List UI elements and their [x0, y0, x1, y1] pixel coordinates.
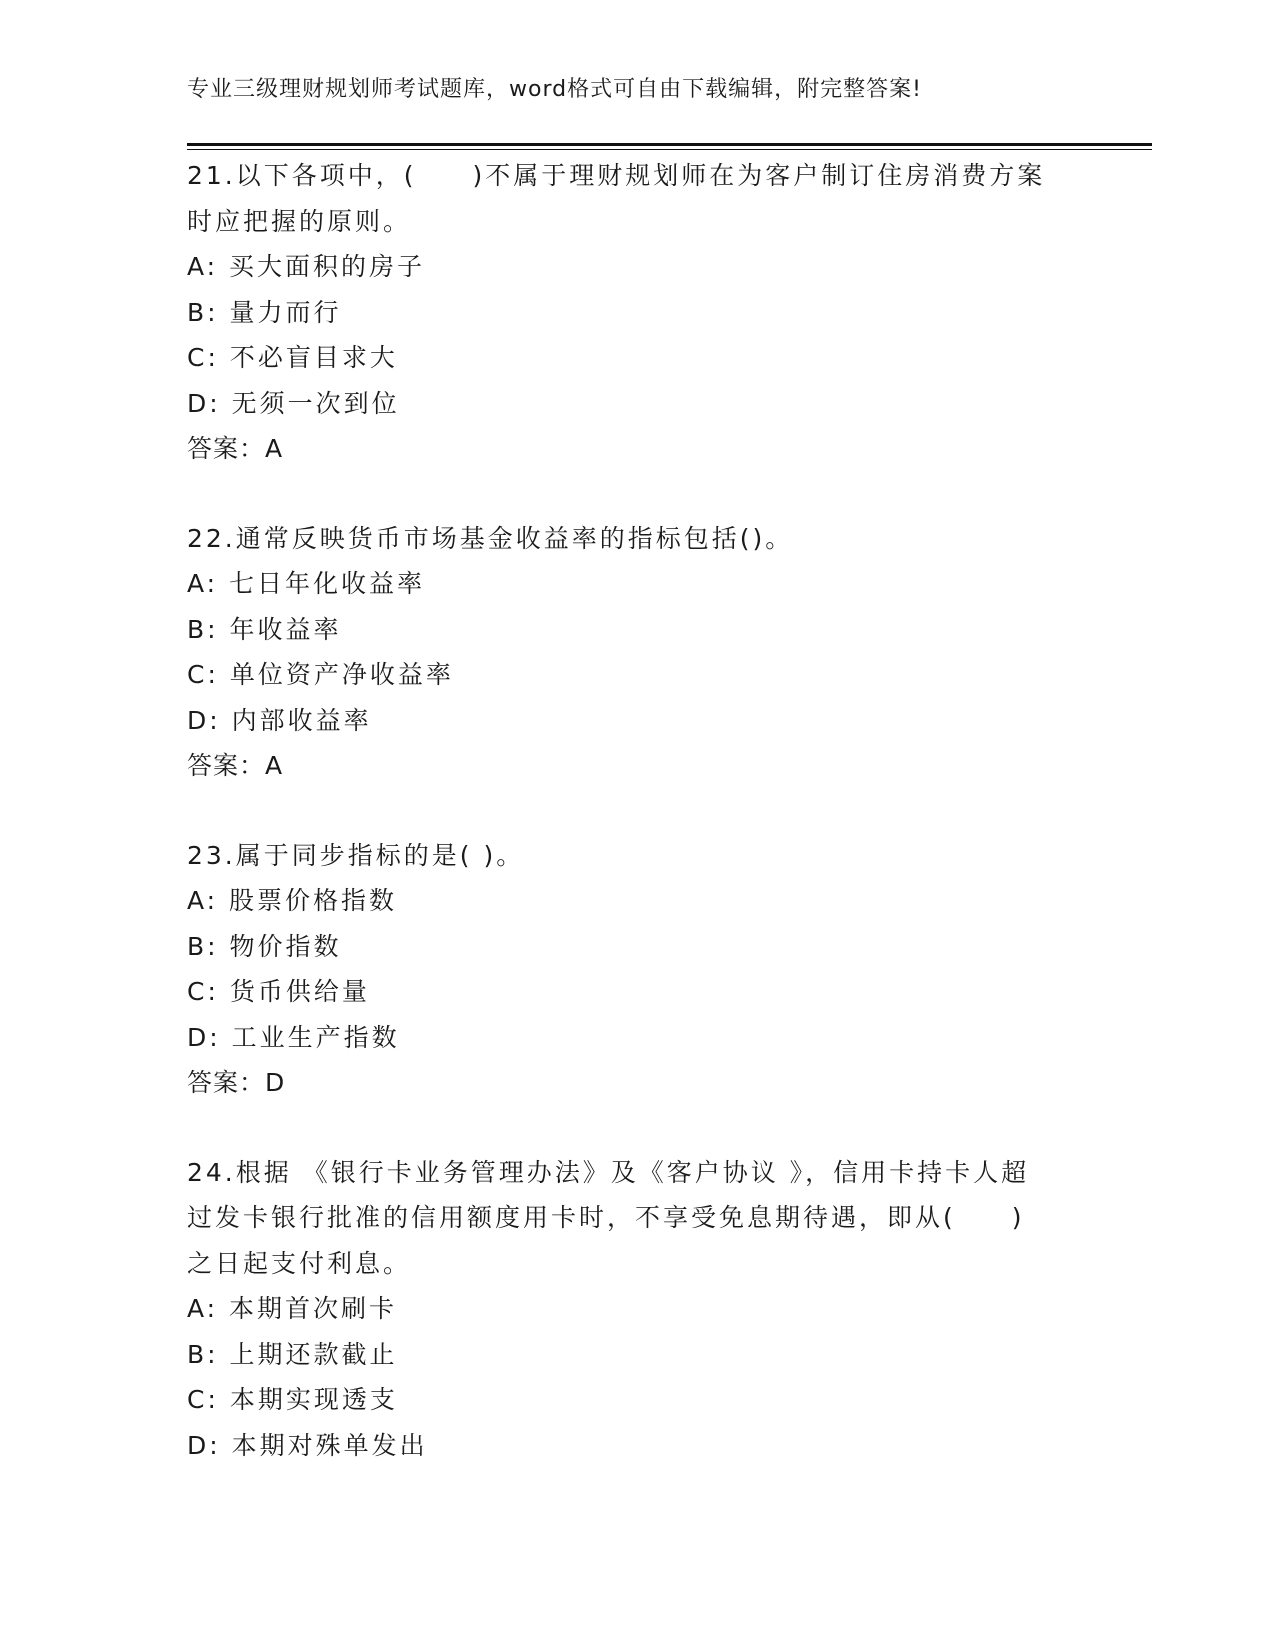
- option-c: C: 不必盲目求大: [187, 343, 398, 372]
- option-c: C: 货币供给量: [187, 977, 370, 1006]
- document-header: 专业三级理财规划师考试题库，word格式可自由下载编辑，附完整答案!: [187, 77, 922, 102]
- question-24: [187, 1150, 1087, 1469]
- question-stem: 之日起支付利息。: [187, 1248, 412, 1278]
- option-c: C: 本期实现透支: [187, 1385, 398, 1414]
- question-23: [187, 833, 1087, 1106]
- question-stem: 21.以下各项中，( )不属于理财规划师在为客户制订住房消费方案: [187, 161, 1046, 190]
- option-d: D: 无须一次到位: [187, 388, 400, 418]
- option-a: A: 本期首次刷卡: [187, 1294, 398, 1323]
- question-stem: 22.通常反映货币市场基金收益率的指标包括()。: [187, 523, 794, 553]
- option-a: A: 买大面积的房子: [187, 252, 426, 281]
- answer-line: 答案：A: [187, 434, 284, 463]
- question-list: [187, 153, 1087, 1512]
- option-c: C: 单位资产净收益率: [187, 660, 454, 689]
- option-d: D: 工业生产指数: [187, 1022, 400, 1052]
- option-b: B: 物价指数: [187, 931, 342, 961]
- header-rule-thin: [187, 149, 1152, 150]
- option-b: B: 年收益率: [187, 614, 342, 644]
- option-a: A: 股票价格指数: [187, 886, 398, 915]
- option-d: D: 内部收益率: [187, 705, 372, 735]
- option-b: B: 上期还款截止: [187, 1339, 398, 1369]
- question-stem: 24.根据 《银行卡业务管理办法》及《客户协议 》，信用卡持卡人超: [187, 1157, 1030, 1187]
- question-stem: 23.属于同步指标的是( )。: [187, 840, 525, 870]
- option-d: D: 本期对殊单发出: [187, 1430, 428, 1460]
- option-b: B: 量力而行: [187, 297, 342, 327]
- question-21: [187, 153, 1087, 472]
- question-stem: 时应把握的原则。: [187, 206, 412, 236]
- answer-line: 答案：D: [187, 1068, 286, 1097]
- question-stem: 过发卡银行批准的信用额度用卡时，不享受免息期待遇，即从( ): [187, 1203, 1025, 1232]
- answer-line: 答案：A: [187, 751, 284, 780]
- option-a: A: 七日年化收益率: [187, 569, 426, 598]
- header-rule-thick: [187, 143, 1152, 146]
- question-22: [187, 516, 1087, 789]
